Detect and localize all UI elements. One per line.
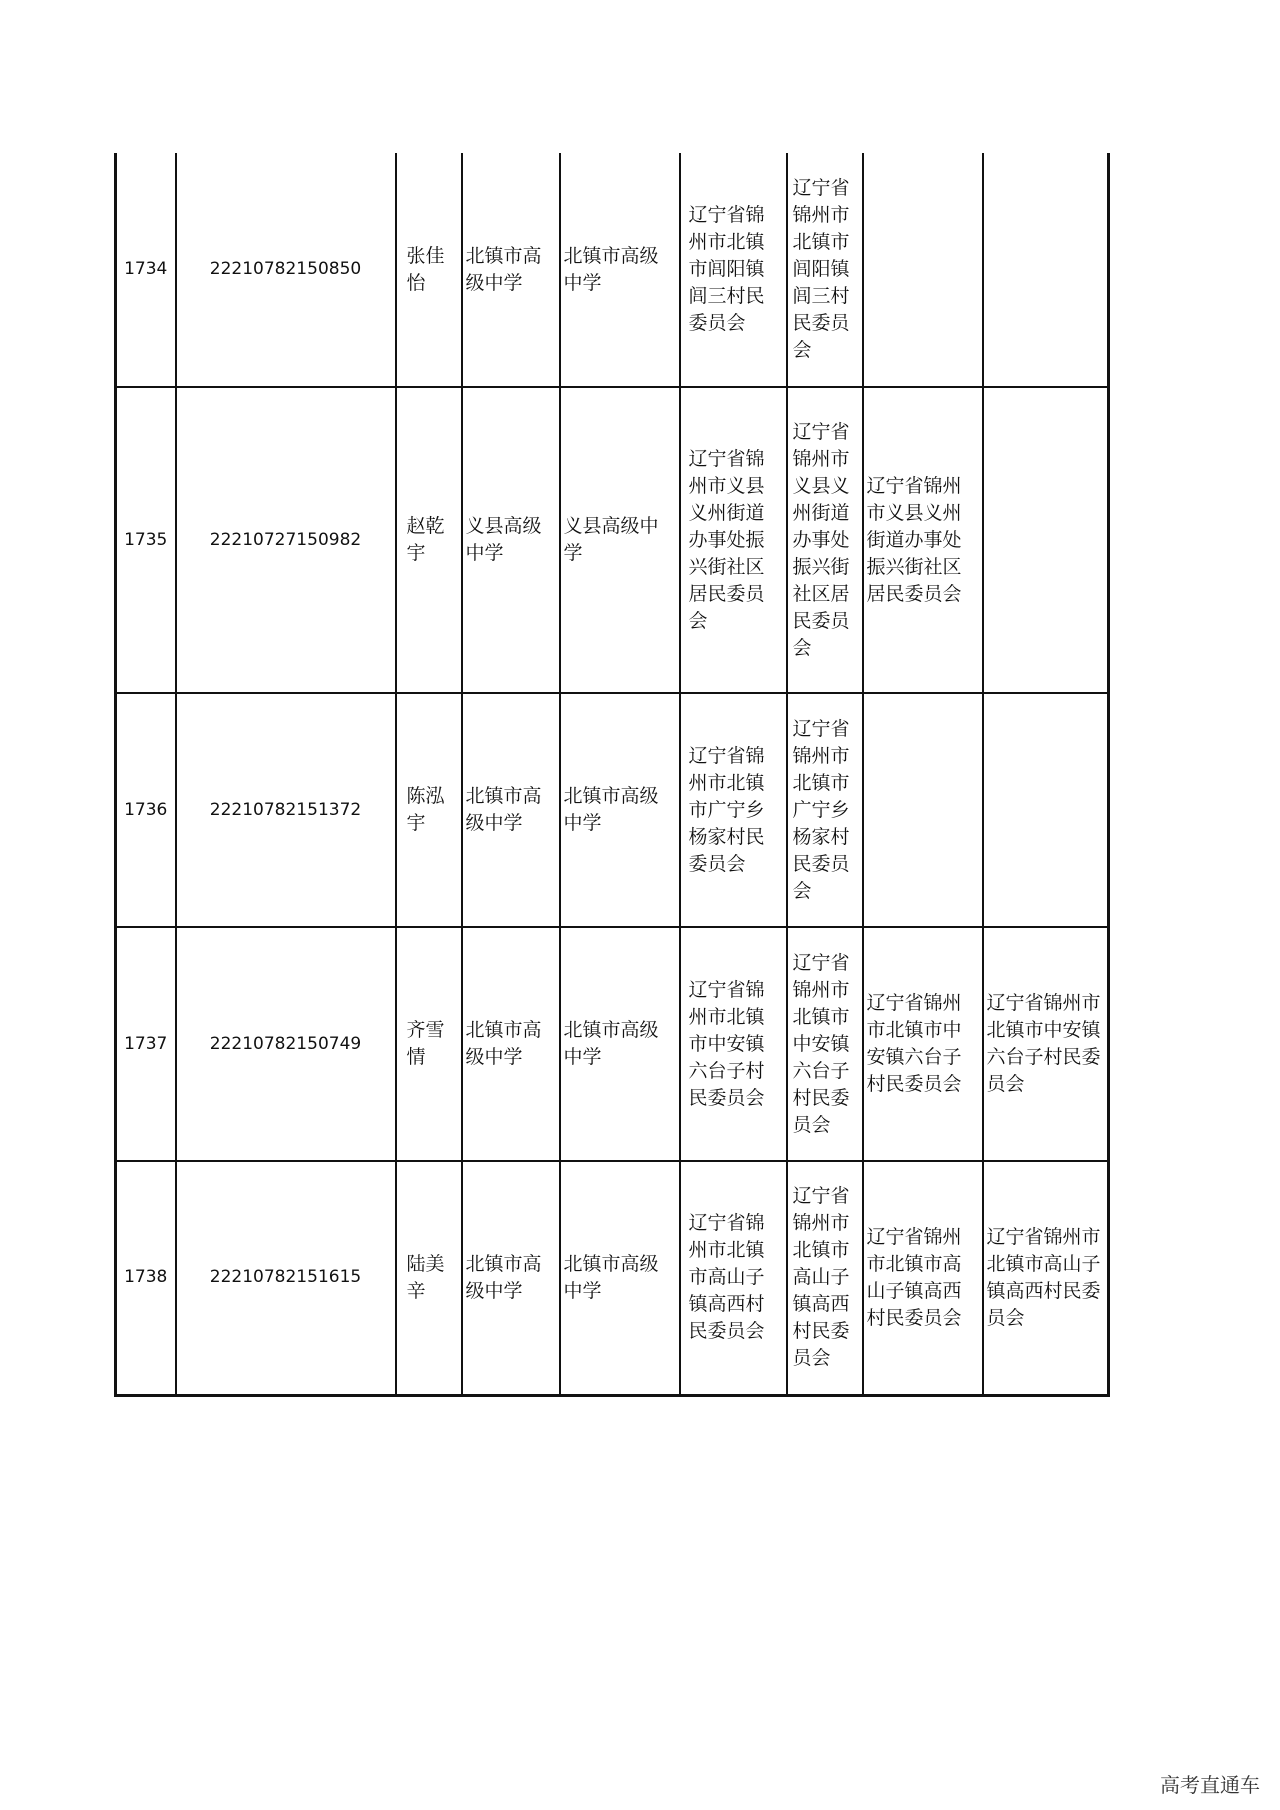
cell-name: 赵乾宇 <box>396 387 462 693</box>
cell-candidate-id: 22210782150749 <box>176 927 396 1161</box>
cell-address-2: 辽宁省锦州市北镇市高山子镇高西村民委员会 <box>787 1161 863 1395</box>
cell-school: 北镇市高级中学 <box>462 1161 560 1395</box>
cell-serial-number: 1736 <box>116 693 176 927</box>
cell-serial-number: 1735 <box>116 387 176 693</box>
cell-address-1: 辽宁省锦州市北镇市高山子镇高西村民委员会 <box>680 1161 787 1395</box>
cell-school-2: 北镇市高级中学 <box>560 1161 680 1395</box>
cell-serial-number: 1737 <box>116 927 176 1161</box>
cell-school: 北镇市高级中学 <box>462 693 560 927</box>
cell-address-1: 辽宁省锦州市北镇市广宁乡杨家村民委员会 <box>680 693 787 927</box>
cell-name: 陆美辛 <box>396 1161 462 1395</box>
cell-address-2: 辽宁省锦州市北镇市广宁乡杨家村民委员会 <box>787 693 863 927</box>
cell-address-1: 辽宁省锦州市北镇市中安镇六台子村民委员会 <box>680 927 787 1161</box>
cell-address-4: 辽宁省锦州市北镇市高山子镇高西村民委员会 <box>983 1161 1109 1395</box>
cell-address-2: 辽宁省锦州市北镇市中安镇六台子村民委员会 <box>787 927 863 1161</box>
cell-school-2: 义县高级中学 <box>560 387 680 693</box>
table-row <box>116 387 1109 693</box>
cell-address-3: 辽宁省锦州市北镇市高山子镇高西村民委员会 <box>863 1161 983 1395</box>
cell-school-2: 北镇市高级中学 <box>560 153 680 387</box>
cell-serial-number: 1734 <box>116 153 176 387</box>
table-row <box>116 927 1109 1161</box>
cell-name: 陈泓宇 <box>396 693 462 927</box>
watermark-text: 高考直通车 <box>1160 1773 1260 1797</box>
cell-serial-number: 1738 <box>116 1161 176 1395</box>
cell-candidate-id: 22210727150982 <box>176 387 396 693</box>
table-row <box>116 1161 1109 1395</box>
cell-address-4 <box>983 153 1109 387</box>
cell-address-4 <box>983 693 1109 927</box>
cell-address-3: 辽宁省锦州市义县义州街道办事处振兴街社区居民委员会 <box>863 387 983 693</box>
cell-name: 张佳怡 <box>396 153 462 387</box>
cell-address-3 <box>863 693 983 927</box>
cell-address-4: 辽宁省锦州市北镇市中安镇六台子村民委员会 <box>983 927 1109 1161</box>
cell-candidate-id: 22210782151372 <box>176 693 396 927</box>
cell-name: 齐雪情 <box>396 927 462 1161</box>
cell-school-2: 北镇市高级中学 <box>560 927 680 1161</box>
cell-address-1: 辽宁省锦州市北镇市闾阳镇闾三村民委员会 <box>680 153 787 387</box>
cell-address-2: 辽宁省锦州市北镇市闾阳镇闾三村民委员会 <box>787 153 863 387</box>
cell-address-2: 辽宁省锦州市义县义州街道办事处振兴街社区居民委员会 <box>787 387 863 693</box>
cell-address-1: 辽宁省锦州市义县义州街道办事处振兴街社区居民委员会 <box>680 387 787 693</box>
cell-school-2: 北镇市高级中学 <box>560 693 680 927</box>
table-row <box>116 693 1109 927</box>
cell-school: 北镇市高级中学 <box>462 153 560 387</box>
cell-address-3 <box>863 153 983 387</box>
cell-school: 义县高级中学 <box>462 387 560 693</box>
cell-address-4 <box>983 387 1109 693</box>
data-table <box>114 153 1110 1397</box>
cell-candidate-id: 22210782151615 <box>176 1161 396 1395</box>
cell-school: 北镇市高级中学 <box>462 927 560 1161</box>
cell-address-3: 辽宁省锦州市北镇市中安镇六台子村民委员会 <box>863 927 983 1161</box>
cell-candidate-id: 22210782150850 <box>176 153 396 387</box>
table-row <box>116 153 1109 387</box>
